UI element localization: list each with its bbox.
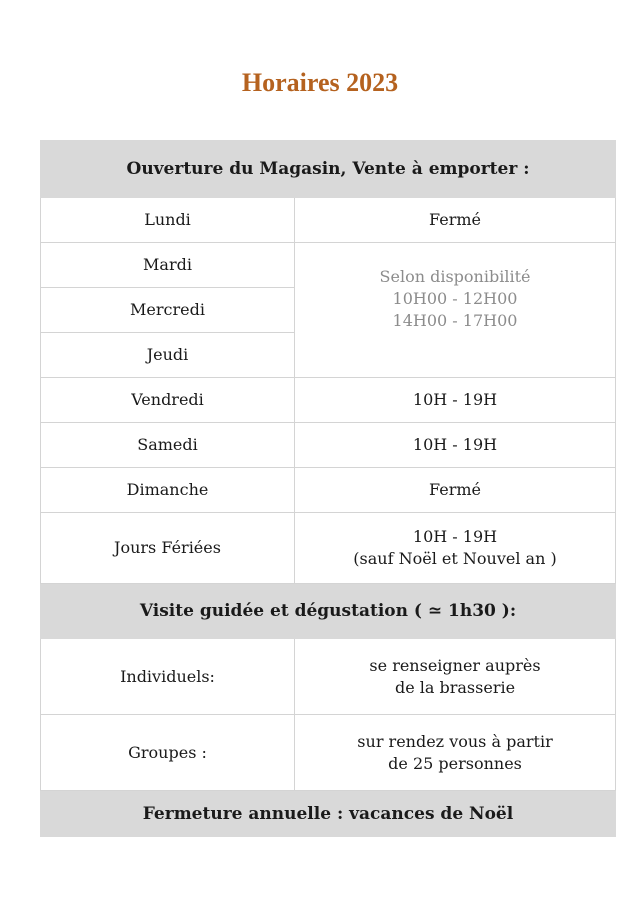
visit-individuels-info (295, 639, 616, 715)
table-row (41, 423, 616, 468)
midweek-afternoon-hours: 14H00 - 17H00 (392, 311, 518, 330)
table-row (41, 639, 616, 715)
individuels-info-line1: se renseigner auprès (369, 655, 541, 675)
day-dimanche: Dimanche (41, 468, 295, 513)
hours-midweek (295, 243, 616, 378)
individuels-info-line2: de la brasserie (394, 677, 516, 697)
feries-exception: (sauf Noël et Nouvel an ) (353, 549, 557, 568)
midweek-morning-hours: 10H00 - 12H00 (392, 289, 518, 308)
shop-section-header: Ouverture du Magasin, Vente à emporter : (41, 141, 616, 198)
groupes-info-line1: sur rendez vous à partir (357, 731, 553, 751)
hours-samedi: 10H - 19H (295, 423, 616, 468)
visit-groupes-info (295, 715, 616, 791)
visit-individuels-label: Individuels: (41, 639, 295, 715)
visit-section-header: Visite guidée et dégustation ( ≃ 1h30 ): (41, 584, 616, 639)
day-lundi: Lundi (41, 198, 295, 243)
table-row (41, 243, 616, 288)
day-jeudi: Jeudi (41, 333, 295, 378)
visit-section-header-row (41, 584, 616, 639)
table-row (41, 198, 616, 243)
day-mardi: Mardi (41, 243, 295, 288)
annual-closing: Fermeture annuelle : vacances de Noël (41, 791, 616, 837)
day-vendredi: Vendredi (41, 378, 295, 423)
hours-dimanche: Fermé (295, 468, 616, 513)
feries-hours: 10H - 19H (412, 527, 498, 546)
day-samedi: Samedi (41, 423, 295, 468)
schedule-table (40, 140, 616, 837)
shop-section-header-row (41, 141, 616, 198)
visit-groupes-label: Groupes : (41, 715, 295, 791)
midweek-availability: Selon disponibilité (379, 267, 531, 286)
hours-lundi: Fermé (295, 198, 616, 243)
groupes-info-line2: de 25 personnes (388, 753, 522, 773)
hours-vendredi: 10H - 19H (295, 378, 616, 423)
hours-feries (295, 513, 616, 584)
table-row (41, 513, 616, 584)
table-row (41, 715, 616, 791)
page-title: Horaires 2023 (241, 68, 399, 97)
table-row (41, 468, 616, 513)
day-mercredi: Mercredi (41, 288, 295, 333)
closing-row (41, 791, 616, 837)
day-feries: Jours Fériées (41, 513, 295, 584)
table-row (41, 378, 616, 423)
